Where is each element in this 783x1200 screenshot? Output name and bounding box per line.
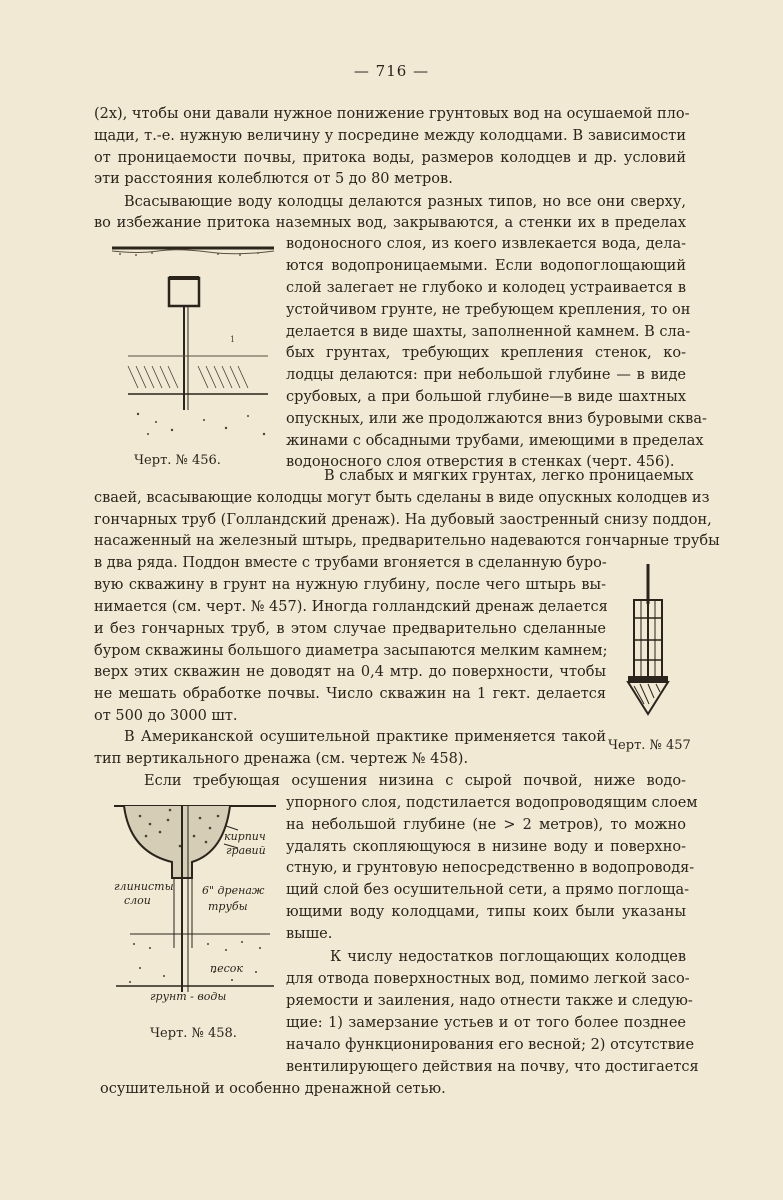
text-line: не мешать обработке почвы. Число скважин на 1 гект. делается bbox=[94, 686, 606, 702]
caption-fig458: Черт. № 458. bbox=[150, 1026, 237, 1041]
figure-457 bbox=[618, 560, 678, 720]
text-line: нимается (см. черт. № 457). Иногда голландский дренаж делается bbox=[94, 599, 608, 615]
text-line: ряемости и заиления, надо отнести также и следую- bbox=[286, 993, 693, 1009]
text-line: бых грунтах, требующих крепления стенок, ко- bbox=[286, 345, 686, 361]
fig458-label-glinisty: глинисты bbox=[114, 880, 174, 893]
text-line: упорного слоя, подстилается водопроводящим слоем bbox=[286, 795, 698, 811]
fig458-label-truby: трубы bbox=[208, 900, 248, 913]
figure-456 bbox=[108, 238, 276, 443]
text-line: эти расстояния колеблются от 5 до 80 метров. bbox=[94, 171, 453, 187]
fig458-label-grunt-vody: грунт - воды bbox=[150, 990, 227, 1003]
text-line: тип вертикального дренажа (см. чертеж № 458). bbox=[94, 751, 469, 767]
fig458-label-sloi: слои bbox=[124, 894, 151, 907]
fig458-label-drenazh: 6" дренаж bbox=[202, 884, 265, 897]
text-line: ются водопроницаемыми. Если водопоглощающий bbox=[286, 258, 686, 274]
text-line: опускных, или же продолжаются вниз буровыми сква- bbox=[286, 411, 707, 427]
text-line: буром скважины большого диаметра засыпаются мелким камнем; bbox=[94, 643, 608, 659]
text-line: В слабых и мягких грунтах, легко проницаемых bbox=[324, 468, 694, 484]
text-line: водоносного слоя, из коего извлекается вода, дела- bbox=[286, 236, 686, 252]
text-line: на небольшой глубине (не > 2 метров), то можно bbox=[286, 817, 686, 833]
text-line: вентилирующего действия на почву, что достигается bbox=[286, 1059, 699, 1075]
text-line: верх этих скважин не доводят на 0,4 мтр. до поверхности, чтобы bbox=[94, 664, 606, 680]
text-line: стную, и грунтовую непосредственно в водопроводя- bbox=[286, 860, 695, 876]
text-line: начало функционирования его весной; 2) отсутствие bbox=[286, 1037, 695, 1053]
text-line: щие: 1) замерзание устьев и от того более позднее bbox=[286, 1015, 686, 1031]
caption-fig456: Черт. № 456. bbox=[134, 453, 221, 468]
figure-458 bbox=[110, 796, 280, 1010]
fig458-label-pesok: песок bbox=[210, 962, 243, 975]
text-line: ющими воду колодцами, типы коих были указаны bbox=[286, 904, 686, 920]
text-line: от 500 до 3000 шт. bbox=[94, 708, 238, 724]
text-line: щади, т.-е. нужную величину y посредине между колодцами. В зависимости bbox=[94, 128, 686, 144]
text-line: срубовых, а при большой глубине—в виде шахтных bbox=[286, 389, 686, 405]
text-line: во избежание притока наземных вод, закрываются, а стенки их в пределах bbox=[94, 215, 686, 231]
text-line: и без гончарных труб, в этом случае предварительно сделанные bbox=[94, 621, 606, 637]
text-line: удалять скопляющуюся в низине воду и поверхно- bbox=[286, 839, 686, 855]
caption-fig457: Черт. № 457 bbox=[608, 738, 691, 753]
text-line: Всасывающие воду колодцы делаются разных типов, но все они сверху, bbox=[124, 194, 686, 210]
fig458-label-kirpich: кирпич bbox=[224, 830, 266, 843]
text-line: в два ряда. Поддон вместе с трубами вгоняется в сделанную буро- bbox=[94, 555, 607, 571]
text-line: осушительной и особенно дренажной сетью. bbox=[100, 1081, 446, 1097]
text-line: слой залегает не глубоко и колодец устраивается в bbox=[286, 280, 686, 296]
text-line: насаженный на железный штырь, предварительно надеваются гончарные трубы bbox=[94, 533, 720, 549]
text-line: делается в виде шахты, заполненной камнем. В сла- bbox=[286, 324, 691, 340]
text-line: (2x), чтобы они давали нужное понижение грунтовых вод на осушаемой пло- bbox=[94, 106, 690, 122]
text-line: сваей, всасывающие колодцы могут быть сделаны в виде опускных колодцев из bbox=[94, 490, 710, 506]
text-line: от проницаемости почвы, притока воды, размеров колодцев и др. условий bbox=[94, 150, 686, 166]
text-line: гончарных труб (Голландский дренаж). На дубовый заостренный снизу поддон, bbox=[94, 512, 712, 528]
text-line: В Американской осушительной практике применяется такой bbox=[124, 729, 606, 745]
text-line: щий слой без осушительной сети, а прямо поглоща- bbox=[286, 882, 690, 898]
text-line: вую скважину в грунт на нужную глубину, после чего штырь вы- bbox=[94, 577, 606, 593]
fig456-label: 1 bbox=[230, 335, 236, 344]
text-line: Если требующая осушения низина с сырой почвой, ниже водо- bbox=[144, 773, 686, 789]
text-line: К числу недостатков поглощающих колодцев bbox=[330, 949, 686, 965]
text-line: водоносного слоя отверстия в стенках (черт. 456). bbox=[286, 454, 675, 470]
text-line: жинами с обсадными трубами, имеющими в пределах bbox=[286, 433, 704, 449]
page-number: — 716 — bbox=[353, 62, 430, 80]
text-line: устойчивом грунте, не требующем крепления, то он bbox=[286, 302, 691, 318]
text-line: выше. bbox=[286, 926, 333, 942]
text-line: для отвода поверхностных вод, помимо легкой засо- bbox=[286, 971, 690, 987]
fig458-label-graviy: гравий bbox=[226, 844, 266, 857]
text-line: лодцы делаются: при небольшой глубине — в виде bbox=[286, 367, 686, 383]
